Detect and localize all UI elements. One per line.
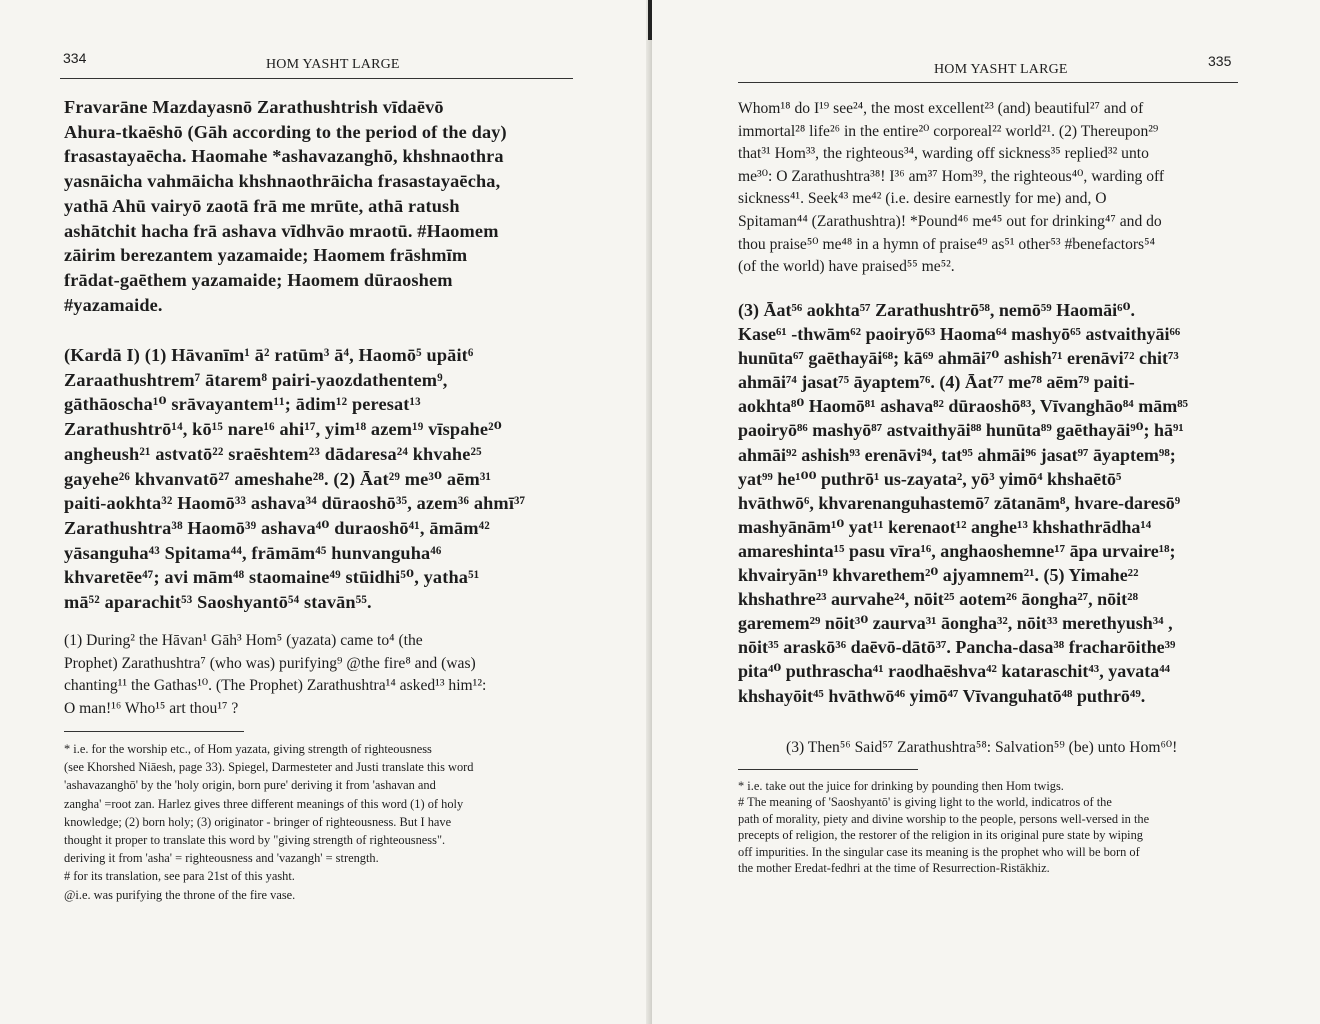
running-head: HOM YASHT LARGE [266, 57, 400, 72]
running-head: HOM YASHT LARGE [934, 62, 1068, 77]
english-translation: Whom¹⁸ do I¹⁹ see²⁴, the most excellent²³ (and) beautiful²⁷ and of immortal²⁸ life²⁶ in the entire²⁰ corporeal²² world²¹. (2) Thereupon²⁹ that³¹ Hom³³, the righteous³⁴, warding off sickness³⁵ replied³² unto me³⁰: O Zarathushtra³⁸! I³⁶ am³⁷ Hom³⁹, the righteous⁴⁰, warding off sickness⁴¹. Seek⁴³ me⁴² (i.e. desire earnestly for me) and, O Spitaman⁴⁴ (Zarathushtra)! *Pound⁴⁶ me⁴⁵ out for drinking⁴⁷ and do thou praise⁵⁰ me⁴⁸ in a hymn of praise⁴⁹ as⁵¹ other⁵³ #benefactors⁵⁴ (of the world) have praised⁵⁵ me⁵². [738, 100, 1165, 276]
avesta-passage-verses-3-5: (3) Āat⁵⁶ aokhta⁵⁷ Zarathushtrō⁵⁸, nemō⁵⁹ Haomāi⁶⁰. Kase⁶¹ -thwām⁶² paoiryō⁶³ Haoma⁶⁴ mashyō⁶⁵ astvaithyāi⁶⁶ hunūta⁶⁷ gaēthayāi⁶⁸; kā⁶⁹ ahmāi⁷⁰ ashish⁷¹ erenāvi⁷² chit⁷³ ahmāi⁷⁴ jasat⁷⁵ āyaptem⁷⁶. (4) Āat⁷⁷ me⁷⁸ aēm⁷⁹ paiti- aokhta⁸⁰ Haomō⁸¹ ashava⁸² dūraoshō⁸³, Vīvanghāo⁸⁴ mām⁸⁵ paoiryō⁸⁶ mashyō⁸⁷ astvaithyāi⁸⁸ hunūta⁸⁹ gaēthayāi⁹⁰; hā⁹¹ ahmāi⁹² ashish⁹³ erenāvi⁹⁴, tat⁹⁵ ahmāi⁹⁶ jasat⁹⁷ āyaptem⁹⁸; yat⁹⁹ he¹⁰⁰ puthrō¹ us-zayata², yō³ yimō⁴ khshaētō⁵ hvāthwō⁶, khvarenanguhastemō⁷ zātanām⁸, hvare-daresō⁹ mashyānām¹⁰ yat¹¹ kerenaot¹² anghe¹³ khshathrādha¹⁴ amareshinta¹⁵ pasu vīra¹⁶, anghaoshemne¹⁷ āpa urvaire¹⁸; khvairyān¹⁹ khvarethem²⁰ ajyamnem²¹. (5) Yimahe²² khshathre²³ aurvahe²⁴, nōit²⁵ aotem²⁶ āongha²⁷, nōit²⁸ garemem²⁹ nōit³⁰ zaurva³¹ āongha³², nōit³³ merethyush³⁴ , nōit³⁵ araskō³⁶ daēvō-dātō³⁷. Pancha-dasa³⁸ fracharōithe³⁹ pita⁴⁰ puthrascha⁴¹ raodhaēshva⁴² kataraschit⁴³, yavata⁴⁴ khshayōit⁴⁵ hvāthwō⁴⁶ yimō⁴⁷ Vīvanguhatō⁴⁸ puthrō⁴⁹. [738, 300, 1188, 706]
left-page [0, 0, 652, 1024]
avesta-passage-karda-1: (Kardā I) (1) Hāvanīm¹ ā² ratūm³ ā⁴, Haomō⁵ upāit⁶ Zaraathushtrem⁷ ātarem⁸ pairi-yaozdathentem⁹, gāthāoscha¹⁰ srāvayantem¹¹; ādim¹² peresat¹³ Zarathushtrō¹⁴, kō¹⁵ nare¹⁶ ahi¹⁷, yim¹⁸ azem¹⁹ vīspahe²⁰ angheush²¹ astvatō²² sraēshtem²³ dādaresa²⁴ khvahe²⁵ gayehe²⁶ khvanvatō²⁷ ameshahe²⁸. (2) Āat²⁹ me³⁰ aēm³¹ paiti-aokhta³² Haomō³³ ashava³⁴ dūraoshō³⁵, azem³⁶ ahmī³⁷ Zarathushtra³⁸ Haomō³⁹ ashava⁴⁰ duraoshō⁴¹, āmām⁴² yāsanguha⁴³ Spitama⁴⁴, frāmām⁴⁵ hunvanguha⁴⁶ khvaretēe⁴⁷; avi mām⁴⁸ staomaine⁴⁹ stūidhi⁵⁰, yatha⁵¹ mā⁵² aparachit⁵³ Saoshyantō⁵⁴ stavān⁵⁵. [64, 345, 526, 613]
english-translation: (1) During² the Hāvan¹ Gāh³ Hom⁵ (yazata) came to⁴ (the Prophet) Zarathushtra⁷ (who was) purifying⁹ @the fire⁸ and (was) chanting¹¹ the Gathas¹⁰. (The Prophet) Zarathushtra¹⁴ asked¹³ him¹²: O man!¹⁶ Who¹⁵ art thou¹⁷ ? [64, 632, 487, 717]
header-rule [60, 78, 573, 79]
page-number: 334 [63, 50, 87, 66]
footnote-rule [64, 731, 244, 732]
avesta-passage-intro: Fravarāne Mazdayasnō Zarathushtrish vīdaēvō Ahura-tkaēshō (Gāh according to the period of the day) frasastayaēcha. Haomahe *ashavazanghō, khshnaothra yasnāicha vahmāicha khshnaothrāicha frasastayaēcha, yathā Ahū vairyō zaotā frā me mrūte, athā ratush ashātchit hacha frā ashava vīdhvāo mraotū. #Haomem zāirim berezantem yazamaide; Haomem frāshmīm frādat-gaēthem yazamaide; Haomem dūraoshem #yazamaide. [64, 97, 507, 315]
footnotes: * i.e. for the worship etc., of Hom yazata, giving strength of righteousness (see Khorshed Niāesh, page 33). Spiegel, Darmesteter and Justi translate this word 'ashavazanghō' by the 'holy origin, born pure' deriving it from 'ashavan and zangha' =root zan. Harlez gives three different meanings of this word (1) of holy knowledge; (2) born holy; (3) originator - bringer of righteousness. But I have thought it proper to translate this word by "giving strength of righteousness". deriving it from 'asha' = righteousness and 'vazangh' = strength. # for its translation, see para 21st of this yasht. @i.e. was purifying the throne of the fire vase. [64, 742, 474, 902]
footnote-rule [738, 769, 918, 770]
footnotes: * i.e. take out the juice for drinking by pounding then Hom twigs. # The meaning of 'Saoshyantō' is giving light to the world, indicatros of the path of morality, piety and divine worship to the people, persons well-versed in the precepts of religion, the restorer of the religion in its original pure state by wiping off impurities. In the singular case its meaning is the prophet who will be born of the mother Eredat-fedhri at the time of Resurrection-Ristākhiz. [738, 779, 1150, 876]
header-rule [738, 82, 1238, 83]
right-page [652, 0, 1320, 1024]
page-number: 335 [1208, 53, 1232, 69]
english-translation-3: (3) Then⁵⁶ Said⁵⁷ Zarathushtra⁵⁸: Salvation⁵⁹ (be) unto Hom⁶⁰! [786, 739, 1178, 756]
